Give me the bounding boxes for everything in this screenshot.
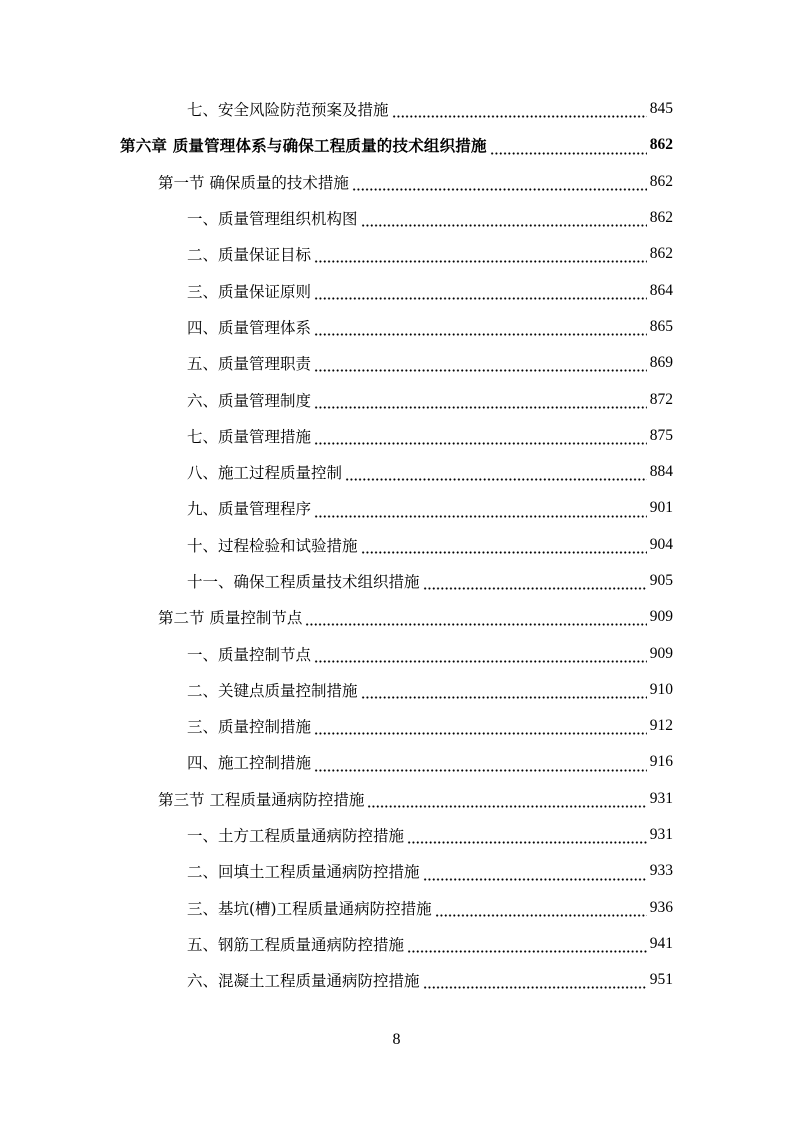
toc-entry[interactable] xyxy=(0,91,793,127)
dot-leader xyxy=(407,939,647,953)
toc-entry[interactable] xyxy=(0,563,793,599)
dot-leader xyxy=(314,249,647,263)
table-of-contents xyxy=(0,91,793,998)
dot-leader xyxy=(314,358,647,372)
dot-leader xyxy=(407,830,647,844)
toc-entry[interactable] xyxy=(0,418,793,454)
toc-entry-title: 七、安全风险防范预案及措施 xyxy=(187,101,389,120)
toc-entry-page: 845 xyxy=(649,100,673,118)
toc-entry-section[interactable] xyxy=(0,164,793,200)
dot-leader xyxy=(423,975,647,989)
dot-leader xyxy=(361,540,647,554)
toc-entry-page: 951 xyxy=(649,971,673,989)
toc-entry-title: 十一、确保工程质量技术组织措施 xyxy=(187,573,420,591)
dot-leader xyxy=(314,286,647,300)
toc-entry-title: 一、土方工程质量通病防控措施 xyxy=(187,827,405,846)
dot-leader xyxy=(314,649,647,663)
toc-entry[interactable] xyxy=(0,817,793,853)
toc-entry-page: 910 xyxy=(649,680,673,698)
dot-leader xyxy=(361,685,647,699)
dot-leader xyxy=(435,903,647,917)
toc-entry-page: 909 xyxy=(649,608,673,626)
dot-leader xyxy=(352,177,647,191)
toc-entry[interactable] xyxy=(0,454,793,490)
dot-leader xyxy=(490,141,647,155)
toc-entry-page: 875 xyxy=(649,426,673,444)
toc-entry-page: 912 xyxy=(649,717,673,735)
toc-entry[interactable] xyxy=(0,708,793,744)
toc-entry-title: 五、钢筋工程质量通病防控措施 xyxy=(187,935,405,954)
toc-entry-page: 884 xyxy=(649,463,673,481)
toc-entry-page: 916 xyxy=(649,753,673,771)
toc-entry-title: 一、质量控制节点 xyxy=(187,645,312,664)
dot-leader xyxy=(314,431,647,445)
toc-entry-title: 第一节 确保质量的技术措施 xyxy=(158,173,349,192)
toc-entry-title: 一、质量管理组织机构图 xyxy=(187,210,358,229)
toc-entry[interactable] xyxy=(0,272,793,308)
toc-entry-page: 909 xyxy=(649,644,673,662)
toc-entry[interactable] xyxy=(0,236,793,272)
toc-entry-page: 862 xyxy=(649,245,673,263)
toc-entry-page: 931 xyxy=(649,789,673,807)
toc-entry-title: 六、混凝土工程质量通病防控措施 xyxy=(187,972,420,991)
toc-entry[interactable] xyxy=(0,635,793,671)
dot-leader xyxy=(367,794,646,808)
toc-entry-title: 二、回填土工程质量通病防控措施 xyxy=(187,863,420,882)
toc-entry-page: 904 xyxy=(649,535,673,553)
dot-leader xyxy=(345,467,647,481)
toc-entry[interactable] xyxy=(0,200,793,236)
toc-entry[interactable] xyxy=(0,890,793,926)
toc-entry-page: 905 xyxy=(649,572,673,589)
toc-entry-page: 864 xyxy=(649,281,673,299)
dot-leader xyxy=(423,576,647,590)
toc-entry-page: 933 xyxy=(649,862,673,880)
toc-entry-title: 十、过程检验和试验措施 xyxy=(187,536,358,555)
toc-entry-page: 862 xyxy=(649,136,673,154)
page-number: 8 xyxy=(392,1031,401,1048)
toc-entry[interactable] xyxy=(0,345,793,381)
toc-entry[interactable] xyxy=(0,309,793,345)
dot-leader xyxy=(361,213,647,227)
dot-leader xyxy=(314,395,647,409)
toc-entry-title: 六、质量管理制度 xyxy=(187,391,312,410)
toc-entry-chapter[interactable] xyxy=(0,127,793,163)
toc-entry-title: 第二节 质量控制节点 xyxy=(158,609,303,628)
toc-entry[interactable] xyxy=(0,490,793,526)
toc-entry[interactable] xyxy=(0,926,793,962)
toc-entry-page: 931 xyxy=(649,826,673,844)
toc-entry-page: 869 xyxy=(649,354,673,372)
toc-entry-page: 872 xyxy=(649,390,673,408)
dot-leader xyxy=(314,758,647,772)
toc-entry-title: 四、质量管理体系 xyxy=(187,318,312,337)
toc-entry-title: 三、质量控制措施 xyxy=(187,718,312,737)
toc-entry-title: 九、质量管理程序 xyxy=(187,500,312,519)
dot-leader xyxy=(314,721,647,735)
toc-entry-page: 901 xyxy=(649,499,673,517)
toc-entry-title: 三、基坑(槽)工程质量通病防控措施 xyxy=(187,899,432,918)
toc-entry-section[interactable] xyxy=(0,599,793,635)
toc-entry-page: 865 xyxy=(649,317,673,335)
toc-entry-page: 936 xyxy=(649,898,673,916)
toc-entry-title: 四、施工控制措施 xyxy=(187,754,312,773)
toc-entry-title: 二、质量保证目标 xyxy=(187,246,312,265)
toc-entry-title: 五、质量管理职责 xyxy=(187,355,312,374)
toc-entry-page: 862 xyxy=(649,209,673,227)
dot-leader xyxy=(392,104,647,118)
toc-entry-title: 第六章 质量管理体系与确保工程质量的技术组织措施 xyxy=(120,136,487,156)
toc-entry-title: 第三节 工程质量通病防控措施 xyxy=(158,790,365,809)
dot-leader xyxy=(423,867,647,881)
dot-leader xyxy=(314,504,647,518)
dot-leader xyxy=(305,612,646,626)
toc-entry[interactable] xyxy=(0,744,793,780)
dot-leader xyxy=(314,322,647,336)
toc-entry-title: 二、关键点质量控制措施 xyxy=(187,681,358,700)
toc-entry-title: 八、施工过程质量控制 xyxy=(187,464,343,483)
toc-entry[interactable] xyxy=(0,853,793,889)
toc-entry[interactable] xyxy=(0,527,793,563)
toc-entry[interactable] xyxy=(0,962,793,998)
toc-entry[interactable] xyxy=(0,672,793,708)
toc-entry-title: 七、质量管理措施 xyxy=(187,427,312,446)
toc-entry[interactable] xyxy=(0,381,793,417)
toc-entry-title: 三、质量保证原则 xyxy=(187,282,312,301)
toc-entry-page: 862 xyxy=(649,172,673,190)
toc-entry-page: 941 xyxy=(649,934,673,952)
toc-entry-section[interactable] xyxy=(0,781,793,817)
